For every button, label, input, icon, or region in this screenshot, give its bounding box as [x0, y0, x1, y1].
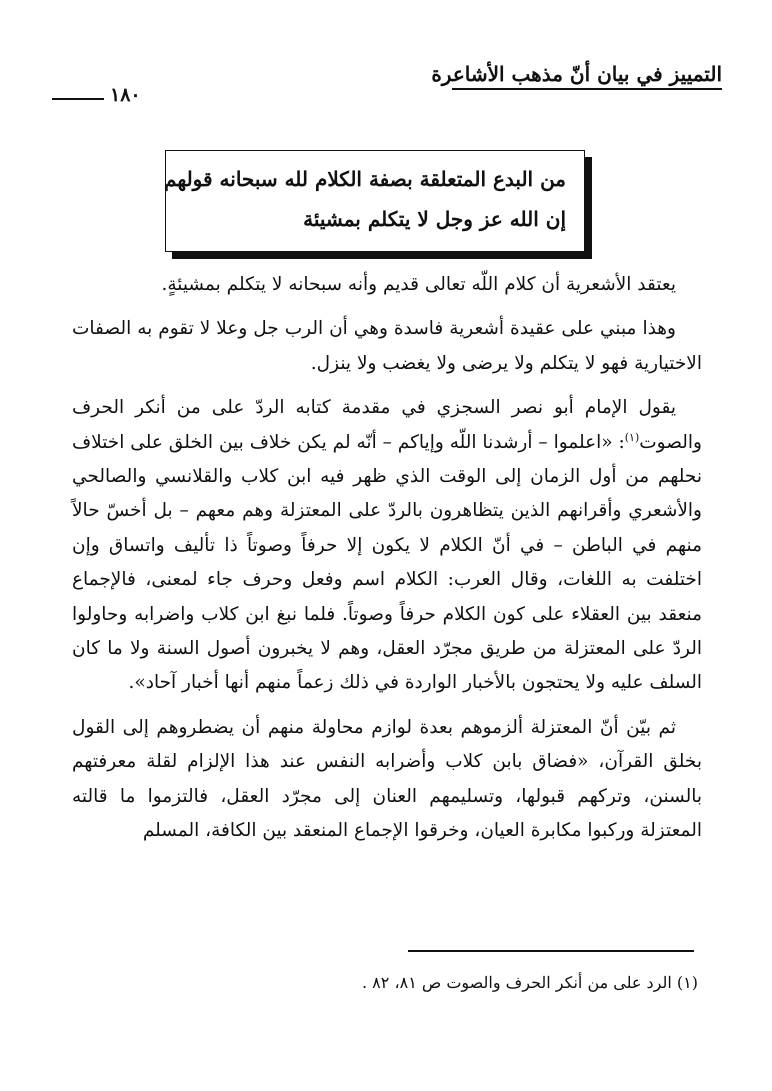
paragraph-1: يعتقد الأشعرية أن كلام اللّه تعالى قديم وأنه سبحانه لا يتكلم بمشيئةٍ. [161, 274, 676, 295]
section-title-line-1: من البدع المتعلقة بصفة الكلام لله سبحانه قولهم [164, 167, 566, 191]
paragraph-3 [72, 391, 702, 701]
footnote-separator [408, 950, 694, 952]
page-number-rule [52, 98, 104, 100]
page-number: ١٨٠ [110, 84, 141, 106]
running-header [52, 60, 722, 106]
paragraph-3-start: يقول الإمام أبو نصر السجزي في مقدمة كتابه الردّ على من أنكر الحرف والصوت [72, 397, 702, 453]
section-title-line-2: إن الله عز وجل لا يتكلم بمشيئة [303, 207, 566, 231]
body-text [72, 268, 702, 859]
paragraph-2: وهذا مبني على عقيدة أشعرية فاسدة وهي أن الرب جل وعلا لا تقوم به الصفات الاختيارية فهو لا يتكلم ولا يرضى ولا يغضب ولا ينزل. [72, 318, 702, 374]
paragraph-4: ثم بيّن أنّ المعتزلة ألزموهم بعدة لوازم محاولة منهم أن يضطروهم إلى القول بخلق القرآن، «فضاق بابن كلاب وأضرابه النفس عند هذا الإلزام لقلة معرفتهم بالسنن، وتركهم قبولها، وتسليمهم العنان إلى مجرّد العقل، فالتزموا ما قالته المعتزلة وركبوا مكابرة العيان، وخرقوا الإجماع المنعقد بين الكافة، المسلم [72, 716, 702, 842]
footnote: (١) الرد على من أنكر الحرف والصوت ص ٨١، ٨٢ . [362, 973, 698, 992]
footnote-reference: (١) [624, 430, 640, 444]
running-title: التمييز في بيان أنّ مذهب الأشاعرة [431, 62, 722, 86]
header-rule [452, 88, 722, 90]
section-title-box [165, 150, 585, 252]
paragraph-3-quote: : «اعلموا – أرشدنا اللّه وإياكم – أنّه لم يكن خلاف بين الخلق على اختلاف نحلهم من أول الزمان إلى الوقت الذي ظهر فيه ابن كلاب والقلانسي والصالحي والأشعري وأقرانهم الذين يتظاهرون بالردّ على المعتزلة وهم معهم – بل أخسّ حالاً منهم في الباطن – في أنّ الكلام لا يكون إلا حرفاً وصوتاً ذا تأليف واتساق وإن اختلفت به اللغات، وقال العرب: الكلام اسم وفعل وحرف جاء لمعنى، فالإجماع منعقد بين العقلاء على كون الكلام حرفاً وصوتاً. فلما نبغ ابن كلاب واضرابه وحاولوا الردّ على المعتزلة من طريق مجرّد العقل، وهم لا يخبرون أصول السنة ولا ما كان السلف عليه ولا يحتجون بالأخبار الواردة في ذلك زعماً منهم أنها أخبار آحاد». [72, 431, 702, 694]
